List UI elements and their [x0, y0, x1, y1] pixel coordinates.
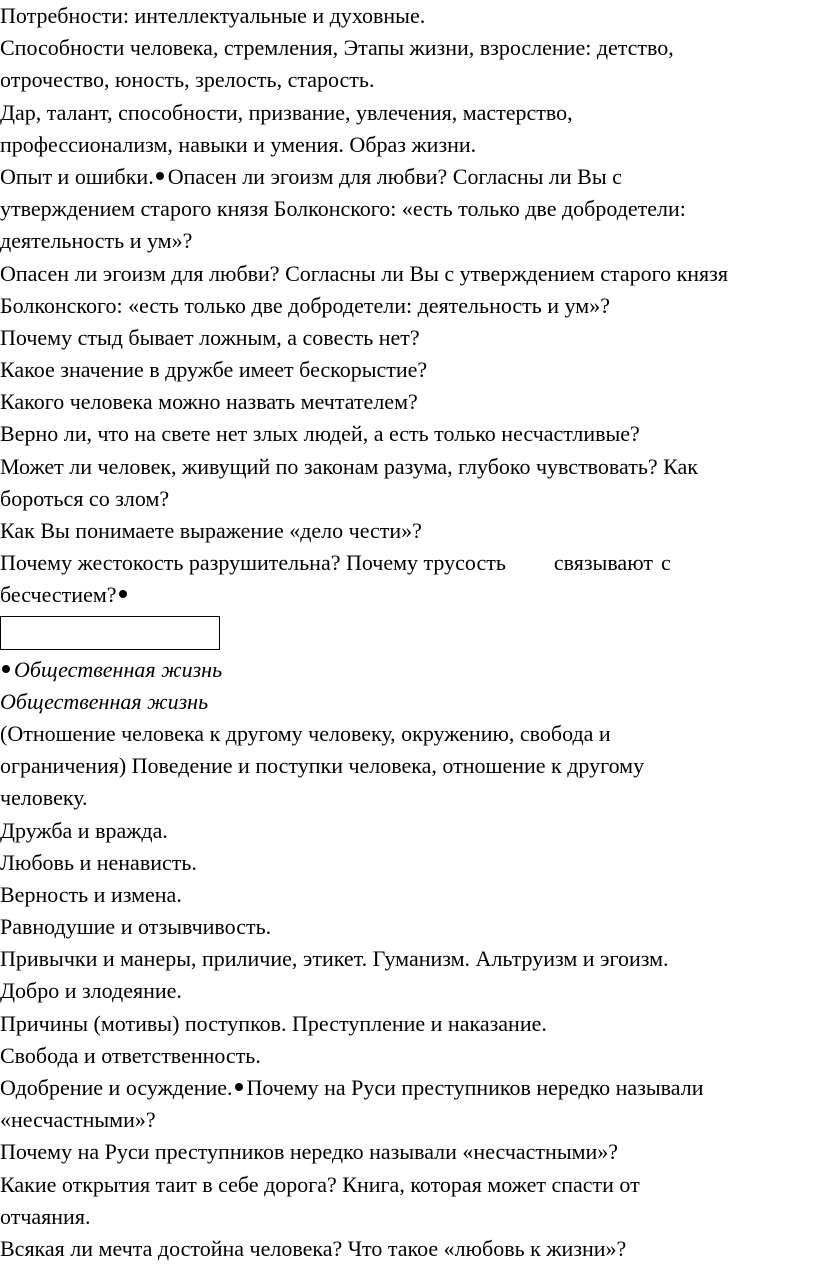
text-line: ограничения) Поведение и поступки человека, отношение к другому	[0, 753, 645, 779]
text-line: деятельность и ум»?	[0, 228, 193, 254]
text-line: утверждением старого князя Болконского: «есть только две добродетели:	[0, 196, 686, 222]
empty-field-row	[0, 612, 816, 654]
text-fragment: связывают	[553, 550, 653, 576]
text-fragment: Опыт и ошибки.	[0, 163, 154, 189]
text-line: Опасен ли эгоизм для любви? Согласны ли Вы с утверждением старого князя	[0, 260, 728, 286]
bullet-icon	[119, 590, 127, 598]
text-line: Почему на Руси преступников нередко называли «несчастными»?	[0, 1139, 619, 1165]
text-line: Равнодушие и отзывчивость.	[0, 914, 272, 940]
text-line: бороться со злом?	[0, 485, 170, 511]
text-line: Способности человека, стремления, Этапы жизни, взросление: детство,	[0, 35, 674, 61]
text-fragment: Одобрение и осуждение.	[0, 1075, 233, 1100]
text-line: Привычки и манеры, приличие, этикет. Гуманизм. Альтруизм и эгоизм.	[0, 946, 669, 972]
text-line: отчаяния.	[0, 1203, 91, 1229]
text-fragment: бесчестием?	[0, 582, 117, 608]
text-line: Какое значение в дружбе имеет бескорыстие?	[0, 357, 428, 383]
text-line: Какого человека можно назвать мечтателем?	[0, 389, 418, 415]
section-heading-text: Общественная жизнь	[14, 656, 223, 682]
text-line: Потребности: интеллектуальные и духовные.	[0, 3, 426, 28]
text-line: Верность и измена.	[0, 881, 182, 907]
text-line: «несчастными»?	[0, 1107, 156, 1133]
text-line: Любовь и ненависть.	[0, 849, 197, 875]
bullet-icon	[2, 665, 10, 673]
bullet-icon	[235, 1083, 243, 1091]
text-line	[0, 547, 816, 579]
text-line: Как Вы понимаете выражение «дело чести»?	[0, 518, 422, 543]
text-line: Добро и злодеяние.	[0, 978, 182, 1004]
text-fragment: Опасен ли эгоизм для любви? Согласны ли Вы с	[167, 163, 622, 189]
text-fragment: с	[660, 550, 671, 576]
text-line: человеку.	[0, 785, 88, 811]
text-fragment: Почему жестокость разрушительна? Почему трусость	[0, 550, 506, 576]
text-line	[0, 161, 816, 193]
text-line: Причины (мотивы) поступков. Преступление и наказание.	[0, 1010, 547, 1036]
section-heading: Общественная жизнь	[0, 688, 209, 714]
text-line: профессионализм, навыки и умения. Образ жизни.	[0, 131, 477, 157]
text-line: отрочество, юность, зрелость, старость.	[0, 67, 375, 93]
text-line: Почему стыд бывает ложным, а совесть нет?	[0, 324, 420, 350]
bullet-icon	[156, 172, 164, 180]
text-line	[0, 1072, 816, 1104]
text-line	[0, 579, 816, 611]
text-line: Дружба и вражда.	[0, 817, 168, 843]
text-line: Верно ли, что на свете нет злых людей, а есть только несчастливые?	[0, 421, 640, 447]
text-line: Свобода и ответственность.	[0, 1042, 261, 1068]
text-line: Дар, талант, способности, призвание, увлечения, мастерство,	[0, 99, 573, 125]
text-line: Всякая ли мечта достойна человека? Что такое «любовь к жизни»?	[0, 1235, 627, 1261]
text-line: Какие открытия таит в себе дорога? Книга, которая может спасти от	[0, 1171, 640, 1197]
text-line: Может ли человек, живущий по законам разума, глубоко чувствовать? Как	[0, 453, 698, 479]
empty-text-box[interactable]	[0, 616, 220, 650]
text-line: (Отношение человека к другому человеку, окружению, свобода и	[0, 720, 611, 746]
section-heading	[0, 654, 816, 686]
text-fragment: Почему на Руси преступников нередко называли	[246, 1075, 704, 1100]
text-line: Болконского: «есть только две добродетели: деятельность и ум»?	[0, 292, 610, 318]
